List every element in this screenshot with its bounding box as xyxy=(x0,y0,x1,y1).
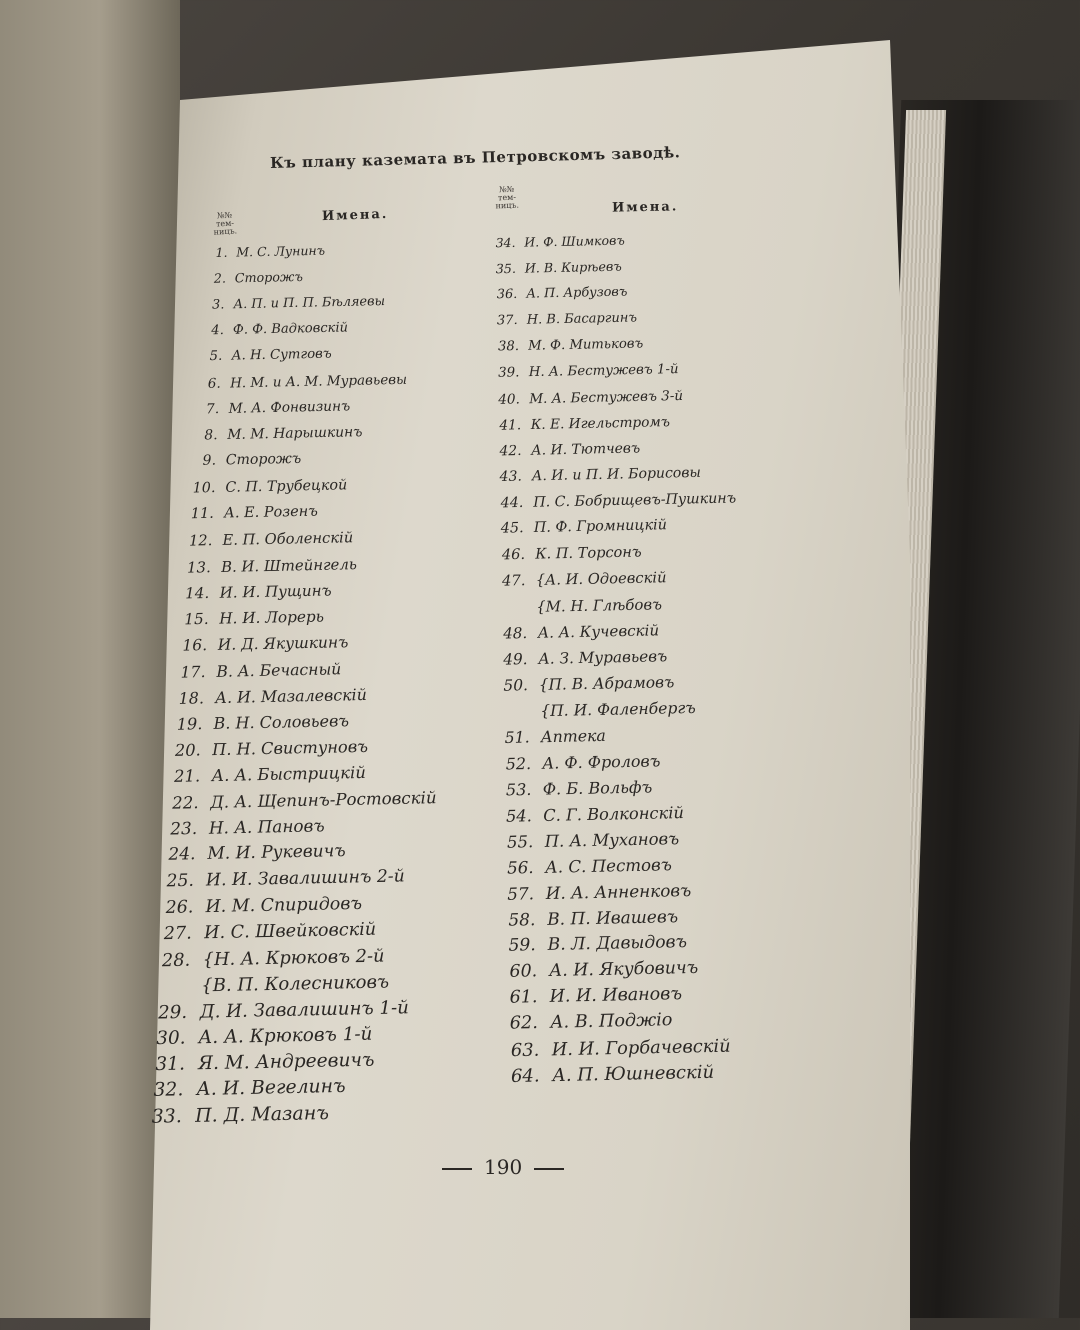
cell-number: 6. xyxy=(207,375,221,393)
person-name: В. П. Ивашевъ xyxy=(546,906,678,930)
cell-number: 44. xyxy=(500,495,524,512)
page-title: Къ плану каземата въ Петровскомъ заводѣ. xyxy=(269,143,681,173)
list-item xyxy=(494,673,675,695)
person-name: Е. П. Оболенскій xyxy=(222,528,354,549)
person-name: А. И. Тютчевъ xyxy=(531,439,641,459)
cell-number: 5. xyxy=(209,349,223,365)
cell-number: 54. xyxy=(506,805,533,826)
person-name: Н. В. Басаргинъ xyxy=(526,310,638,328)
list-item xyxy=(497,855,672,878)
cell-number: 55. xyxy=(506,831,534,852)
cell-number: 45. xyxy=(500,520,524,537)
person-name: А. И. Якубовичъ xyxy=(548,958,698,982)
list-item xyxy=(493,595,662,617)
person-name: А. И. Мазалевскій xyxy=(214,684,368,708)
person-name: {В. П. Колесниковъ xyxy=(201,971,390,997)
person-name: Н. А. Бестужевъ 1-й xyxy=(528,361,679,380)
cell-number: 18. xyxy=(178,688,205,708)
person-name: Я. М. Андреевичъ xyxy=(197,1049,375,1075)
list-item xyxy=(171,659,342,682)
person-name: Н. И. Лорерь xyxy=(218,607,324,628)
person-name: Сторожъ xyxy=(234,268,304,286)
person-name: П. Н. Свистуновъ xyxy=(212,737,369,760)
list-item xyxy=(489,336,643,354)
cell-number: 50. xyxy=(503,676,529,695)
list-item xyxy=(496,803,684,826)
cell-number: 19. xyxy=(176,714,203,734)
cell-number: 51. xyxy=(504,727,531,747)
person-name: П. А. Мухановъ xyxy=(544,828,679,851)
cell-number: 42. xyxy=(499,442,522,459)
cell-number: 9. xyxy=(202,453,217,470)
person-name: М. И. Рукевичъ xyxy=(207,841,346,865)
cell-number: 1. xyxy=(215,244,228,260)
cell-number: 11. xyxy=(190,505,214,522)
list-item xyxy=(151,945,385,971)
list-item xyxy=(153,919,377,944)
list-item xyxy=(198,269,303,286)
list-item xyxy=(154,893,361,917)
person-name: А. В. Поджіо xyxy=(550,1010,673,1033)
page-number: 190 xyxy=(484,1155,523,1179)
cell-number: 22. xyxy=(171,793,199,813)
person-name: В. Н. Соловьевъ xyxy=(213,711,350,734)
left-number-header: №№ тем- ницъ. xyxy=(213,210,238,237)
list-item xyxy=(174,607,323,628)
list-item xyxy=(176,581,332,602)
person-name: Д. И. Завалишинъ 1-й xyxy=(199,997,410,1023)
cell-number: 40. xyxy=(498,391,521,408)
cell-number: 62. xyxy=(509,1013,539,1034)
list-item xyxy=(182,503,318,522)
cell-number: 21. xyxy=(173,766,200,787)
list-item xyxy=(488,259,622,277)
person-name: М. М. Нарышкинъ xyxy=(227,424,363,444)
cell-number: 60. xyxy=(508,961,537,983)
cell-number: 35. xyxy=(495,260,517,277)
person-name: П. Ф. Громницкій xyxy=(533,517,668,537)
list-item xyxy=(500,1062,715,1087)
cell-number: 38. xyxy=(497,338,519,355)
person-name: А. А. Быстрицкій xyxy=(211,763,366,786)
cell-number: 28. xyxy=(161,949,191,971)
person-name: Ф. Б. Вольфъ xyxy=(542,777,653,799)
person-name: {П. И. Фаленбергъ xyxy=(539,698,696,721)
cell-number: 34. xyxy=(495,234,516,251)
person-name: И. И. Горбачевскій xyxy=(551,1035,731,1061)
cell-number: 58. xyxy=(507,909,536,931)
cell-number: 61. xyxy=(509,987,538,1008)
cell-number xyxy=(493,612,526,613)
person-name: А. С. Пестовъ xyxy=(544,854,673,877)
person-name: {М. Н. Глѣбовъ xyxy=(536,595,663,616)
person-name: С. Г. Волконскій xyxy=(543,802,685,825)
cell-number: 33. xyxy=(151,1105,183,1128)
person-name: П. С. Бобрищевъ-Пушкинъ xyxy=(532,490,737,512)
person-name: Д. А. Щепинъ-Ростовскій xyxy=(209,788,437,813)
list-item xyxy=(178,555,357,577)
list-item xyxy=(492,544,641,564)
cell-number: 8. xyxy=(204,427,218,444)
cell-number: 37. xyxy=(496,312,518,329)
cell-number: 2. xyxy=(213,270,227,286)
cell-number: 43. xyxy=(499,468,523,486)
person-name: Аптека xyxy=(540,725,607,747)
cell-number: 49. xyxy=(503,650,528,669)
person-name: И. С. Швейковскій xyxy=(203,919,377,943)
cell-number: 7. xyxy=(205,401,220,418)
cell-number: 24. xyxy=(168,844,196,866)
list-item xyxy=(200,243,325,261)
list-item xyxy=(489,310,637,328)
person-name: А. Ф. Фроловъ xyxy=(541,751,661,773)
list-item xyxy=(499,1010,673,1034)
cell-number: 26. xyxy=(164,896,194,918)
cell-number: 36. xyxy=(496,286,518,303)
person-name: А. П. Юшневскій xyxy=(551,1061,715,1087)
person-name: {Н. А. Крюковъ 2-й xyxy=(202,945,385,970)
cell-number: 52. xyxy=(505,753,531,774)
person-name: А. П. и П. П. Бѣляевы xyxy=(233,294,386,313)
list-item xyxy=(185,451,301,469)
person-name: А. П. Арбузовъ xyxy=(525,284,628,302)
person-name: А. Е. Розенъ xyxy=(223,503,318,522)
list-item xyxy=(496,777,653,799)
person-name: Н. М. и А. М. Муравьевы xyxy=(229,372,408,392)
person-name: И. В. Кирѣевъ xyxy=(524,258,623,276)
cell-number: 56. xyxy=(506,857,534,878)
list-item xyxy=(167,711,349,734)
list-item xyxy=(488,233,625,251)
person-name: П. Д. Мазанъ xyxy=(194,1102,330,1127)
cell-number: 63. xyxy=(510,1039,540,1062)
cell-number xyxy=(495,716,529,717)
list-item xyxy=(493,621,658,642)
cell-number: 25. xyxy=(166,871,195,892)
person-name: М. С. Лунинъ xyxy=(236,242,326,260)
list-item xyxy=(193,347,332,365)
cell-number: 48. xyxy=(502,624,527,643)
person-name: А. И. и П. И. Борисовы xyxy=(531,465,702,485)
person-name: И. И. Ивановъ xyxy=(549,984,683,1008)
dash-left xyxy=(442,1168,472,1170)
list-item xyxy=(495,751,660,773)
left-names-header: Имена. xyxy=(321,206,389,225)
list-item xyxy=(145,1023,373,1049)
person-name: В. А. Бечасный xyxy=(216,659,342,681)
list-item xyxy=(183,477,347,496)
cell-number: 53. xyxy=(505,779,532,800)
list-item xyxy=(495,726,606,747)
person-name: Ф. Ф. Вадковскій xyxy=(232,320,348,338)
cell-number: 13. xyxy=(187,557,212,577)
list-item xyxy=(173,633,349,655)
cell-number: 29. xyxy=(158,1001,188,1024)
cell-number: 32. xyxy=(153,1079,184,1101)
person-name: {П. В. Абрамовъ xyxy=(538,673,675,694)
cell-number: 41. xyxy=(498,416,521,434)
person-name: И. Д. Якушкинъ xyxy=(217,633,349,654)
cell-number: 16. xyxy=(181,636,207,655)
cell-number: 10. xyxy=(192,479,216,497)
cell-number: 27. xyxy=(163,923,192,944)
list-item xyxy=(160,816,325,839)
list-item xyxy=(499,984,682,1008)
dash-right xyxy=(534,1168,564,1170)
cell-number: 30. xyxy=(156,1027,187,1049)
list-item xyxy=(490,414,669,434)
cell-number: 57. xyxy=(507,883,535,905)
cell-number: 59. xyxy=(508,935,537,957)
list-item xyxy=(180,529,354,550)
cell-number: 20. xyxy=(175,740,202,761)
cell-number: 4. xyxy=(210,323,224,339)
person-name: А. А. Кучевскій xyxy=(537,621,659,642)
cell-number: 47. xyxy=(501,572,526,590)
list-item xyxy=(142,1076,346,1101)
list-item xyxy=(140,1102,329,1128)
person-name: Сторожъ xyxy=(226,451,302,469)
person-name: И. И. Пущинъ xyxy=(219,581,333,602)
person-name: К. П. Торсонъ xyxy=(534,543,642,563)
cell-number: 64. xyxy=(510,1065,540,1088)
cell-number: 23. xyxy=(170,818,198,839)
person-name: С. П. Трубецкой xyxy=(224,476,347,496)
cell-number: 46. xyxy=(501,546,525,564)
right-number-header: №№ тем- ницъ. xyxy=(495,184,520,211)
cell-number: 15. xyxy=(183,609,209,629)
cell-number xyxy=(149,991,189,992)
page-number-line xyxy=(430,1155,576,1179)
person-name: И. А. Анненковъ xyxy=(545,880,692,904)
list-item xyxy=(496,829,678,852)
person-name: И. М. Спиридовъ xyxy=(204,893,362,917)
person-name: К. Е. Игельстромъ xyxy=(530,413,670,433)
cell-number: 31. xyxy=(154,1053,185,1076)
cell-number: 17. xyxy=(180,662,206,682)
person-name: М. А. Бестужевъ 3-й xyxy=(529,387,684,407)
list-item xyxy=(491,440,640,459)
person-name: В. Л. Давыдовъ xyxy=(547,932,688,956)
person-name: М. А. Фонвизинъ xyxy=(228,398,351,418)
person-name: А. А. Крюковъ 1-й xyxy=(198,1023,374,1049)
cell-number: 12. xyxy=(188,531,213,550)
person-name: А. Н. Сутговъ xyxy=(231,346,332,364)
right-names-header: Имена. xyxy=(611,199,679,216)
person-name: В. И. Штейнгель xyxy=(221,554,358,576)
person-name: {А. И. Одоевскій xyxy=(535,569,667,590)
person-name: М. Ф. Митьковъ xyxy=(527,336,643,354)
cell-number: 14. xyxy=(185,583,210,603)
person-name: И. И. Завалишинъ 2-й xyxy=(206,866,406,892)
cell-number: 3. xyxy=(212,297,225,313)
list-item xyxy=(494,647,668,669)
person-name: А. И. Вегелинъ xyxy=(196,1075,346,1100)
person-name: А. З. Муравьевъ xyxy=(538,647,668,668)
person-name: И. Ф. Шимковъ xyxy=(524,232,625,250)
person-name: Н. А. Пановъ xyxy=(208,815,325,839)
list-item xyxy=(489,284,628,302)
cell-number: 39. xyxy=(497,365,520,381)
